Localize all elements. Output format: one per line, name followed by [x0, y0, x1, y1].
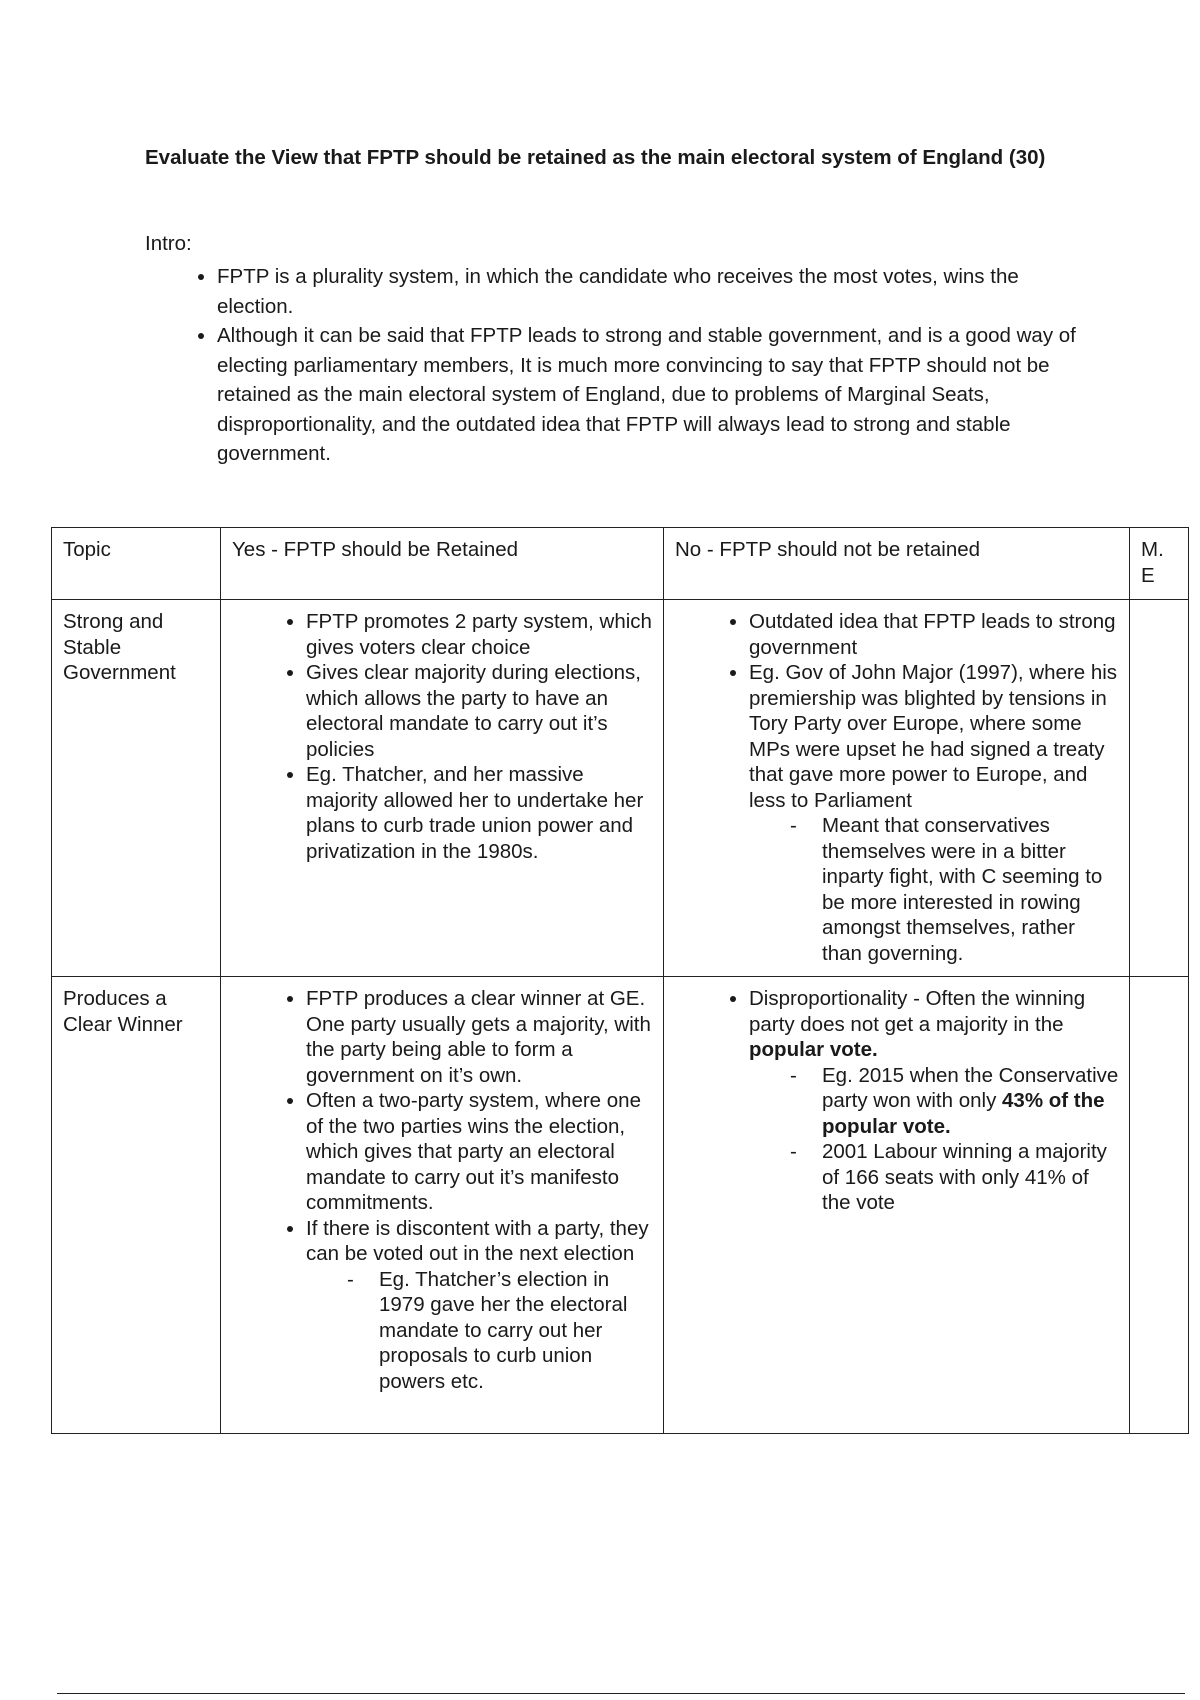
yes-bullet: • FPTP promotes 2 party system, which gives voters clear choice	[306, 609, 653, 660]
no-bullet-text: Eg. Gov of John Major (1997), where his premiership was blighted by tensions in Tory Party over Europe, where some MPs were upset he had signed a treaty that gave more power to Europe, and less to Parliament	[749, 661, 1118, 812]
yes-bullet-list	[232, 609, 653, 864]
table-row	[52, 977, 1189, 1434]
intro-bullet: • FPTP is a plurality system, in which the candidate who receives the most votes, wins the election.	[217, 262, 1095, 321]
header-topic: Topic	[52, 528, 221, 600]
intro-label: Intro:	[145, 232, 192, 255]
topic-cell: Strong and Stable Government	[52, 600, 221, 977]
no-bullet-text: Disproportionality - Often the winning party does not get a majority in the	[749, 987, 1086, 1036]
no-dash-list	[749, 1063, 1119, 1216]
no-bullet-list	[675, 609, 1119, 966]
yes-dash-list	[306, 1267, 653, 1395]
no-dash-item	[822, 1063, 1119, 1140]
evaluation-table	[51, 527, 1189, 1434]
page-title: Evaluate the View that FPTP should be retained as the main electoral system of England (30)	[145, 146, 1046, 169]
intro-bullet-list	[145, 262, 1095, 469]
no-bullet-emphasis: popular vote.	[749, 1038, 878, 1061]
me-cell	[1130, 600, 1189, 977]
no-bullet	[749, 986, 1119, 1216]
yes-bullet: • Gives clear majority during elections, which allows the party to have an electoral mandate to carry out it’s policies	[306, 660, 653, 762]
me-cell	[1130, 977, 1189, 1434]
header-me: M. E	[1130, 528, 1189, 600]
page-footer-rule	[57, 1693, 1185, 1694]
header-yes: Yes - FPTP should be Retained	[221, 528, 664, 600]
no-cell	[664, 977, 1130, 1434]
table-row	[52, 600, 1189, 977]
no-dash-list	[749, 813, 1119, 966]
no-bullet: • Outdated idea that FPTP leads to strong government	[749, 609, 1119, 660]
yes-bullet: • Often a two-party system, where one of the two parties wins the election, which gives that party an electoral mandate to carry out it’s manifesto commitments.	[306, 1088, 653, 1216]
topic-cell: Produces a Clear Winner	[52, 977, 221, 1434]
yes-bullet: • Eg. Thatcher, and her massive majority allowed her to undertake her plans to curb trade union power and privatization in the 1980s.	[306, 762, 653, 864]
yes-cell	[221, 600, 664, 977]
header-no: No - FPTP should not be retained	[664, 528, 1130, 600]
no-bullet	[749, 660, 1119, 966]
intro-bullet: • Although it can be said that FPTP leads to strong and stable government, and is a good way of electing parliamentary members, It is much more convincing to say that FPTP should not be retained as the main electoral system of England, due to problems of Marginal Seats, disproportionality, and the outdated idea that FPTP will always lead to strong and stable government.	[217, 321, 1095, 469]
no-cell	[664, 600, 1130, 977]
yes-bullet-text: If there is discontent with a party, they can be voted out in the next election	[306, 1216, 649, 1265]
no-dash-text: Eg. 2015 when the Conservative party won with only	[822, 1063, 1119, 1112]
yes-dash-item: - Eg. Thatcher’s election in 1979 gave her the electoral mandate to carry out her proposals to curb union powers etc.	[379, 1267, 653, 1395]
yes-bullet: • FPTP produces a clear winner at GE. One party usually gets a majority, with the party being able to form a government on it’s own.	[306, 986, 653, 1088]
no-bullet-list	[675, 986, 1119, 1216]
yes-bullet	[306, 1216, 653, 1395]
no-dash-item: - 2001 Labour winning a majority of 166 seats with only 41% of the vote	[822, 1139, 1119, 1216]
no-dash-item: - Meant that conservatives themselves were in a bitter inparty fight, with C seeming to be more interested in rowing amongst themselves, rather than governing.	[822, 813, 1119, 966]
yes-cell	[221, 977, 664, 1434]
table-header-row	[52, 528, 1189, 600]
yes-bullet-list	[232, 986, 653, 1394]
no-dash-emphasis: 43% of the popular vote.	[822, 1089, 1105, 1138]
